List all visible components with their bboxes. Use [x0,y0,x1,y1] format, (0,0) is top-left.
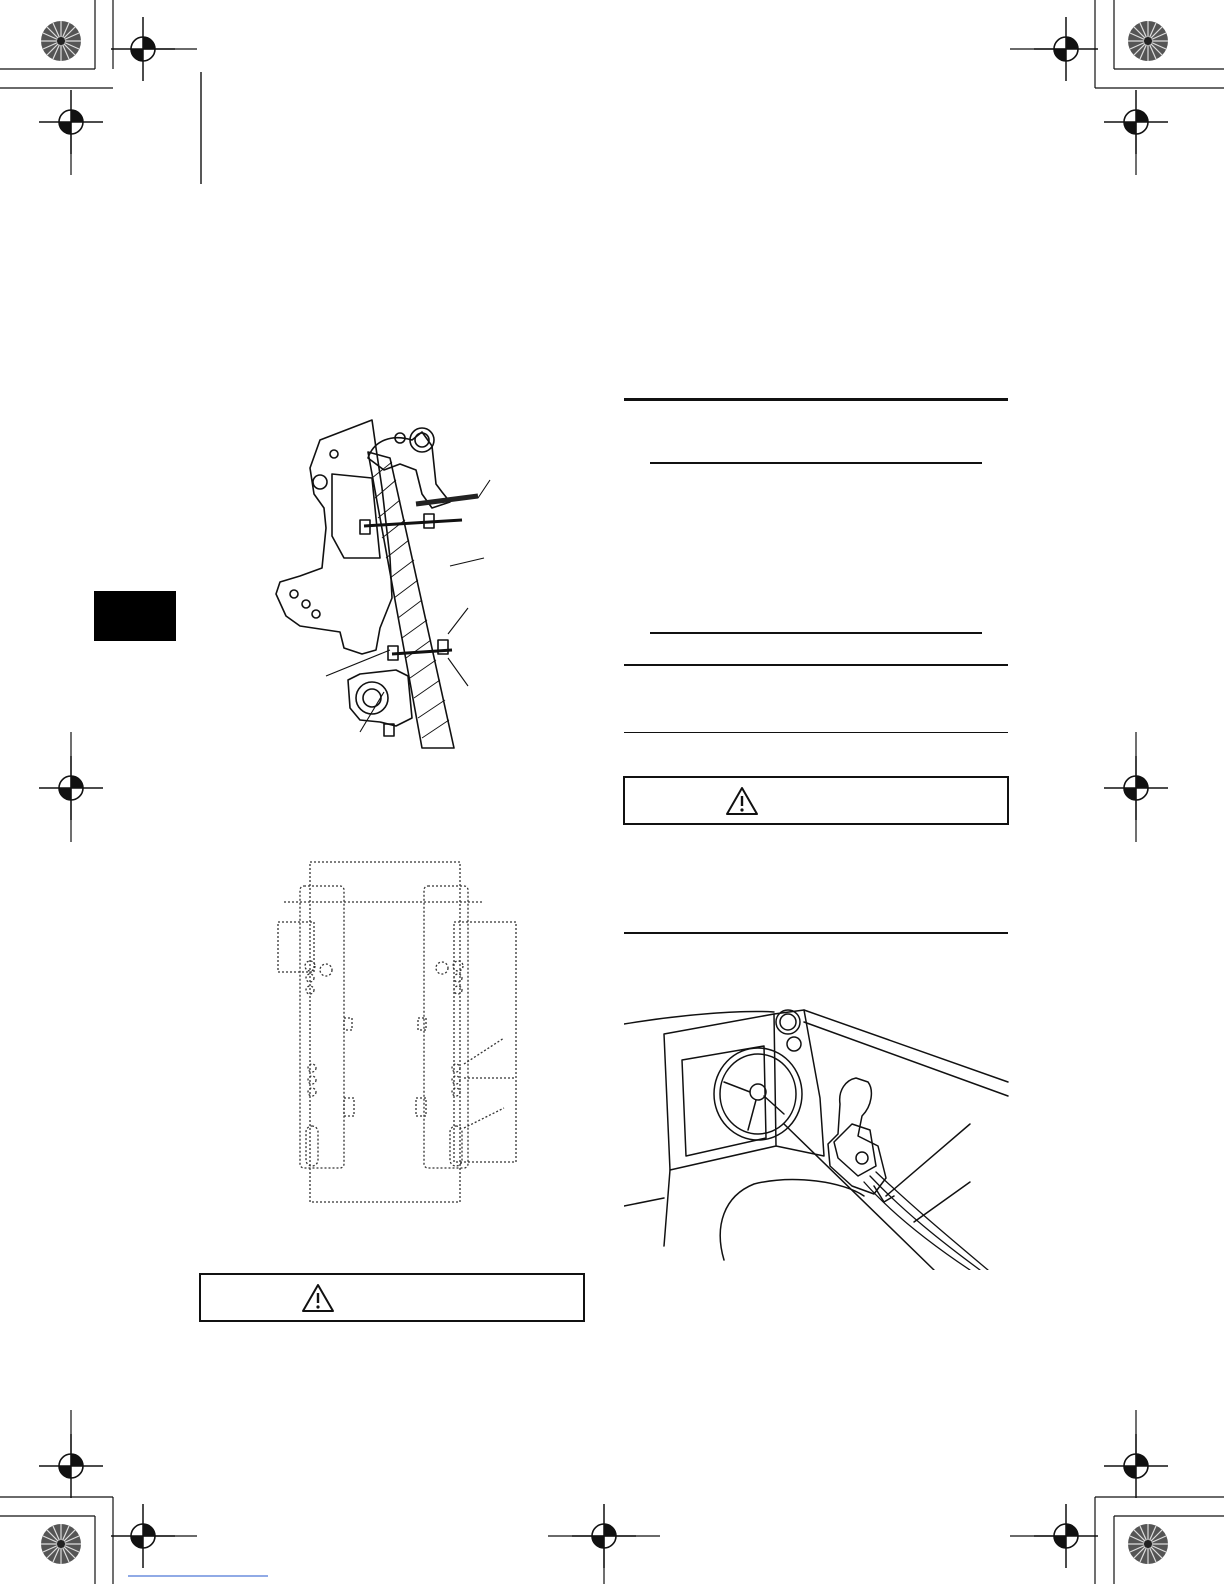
warning-triangle-icon [725,786,759,816]
remote-control-box-figure [624,1006,1010,1270]
section-rule-bottom [624,932,1008,934]
section-rule-top [624,398,1008,401]
section-rule-thin [624,732,1008,733]
table-rule-upper [650,462,982,464]
table-rule-lower [650,632,982,634]
section-rule-middle [624,664,1008,666]
warning-box-left [199,1273,585,1322]
chapter-tab [94,591,176,641]
mounting-bracket-figure [272,418,512,758]
warning-box-right [623,776,1009,825]
warning-triangle-icon [301,1283,335,1313]
bracket-hole-pattern-figure [274,858,524,1208]
